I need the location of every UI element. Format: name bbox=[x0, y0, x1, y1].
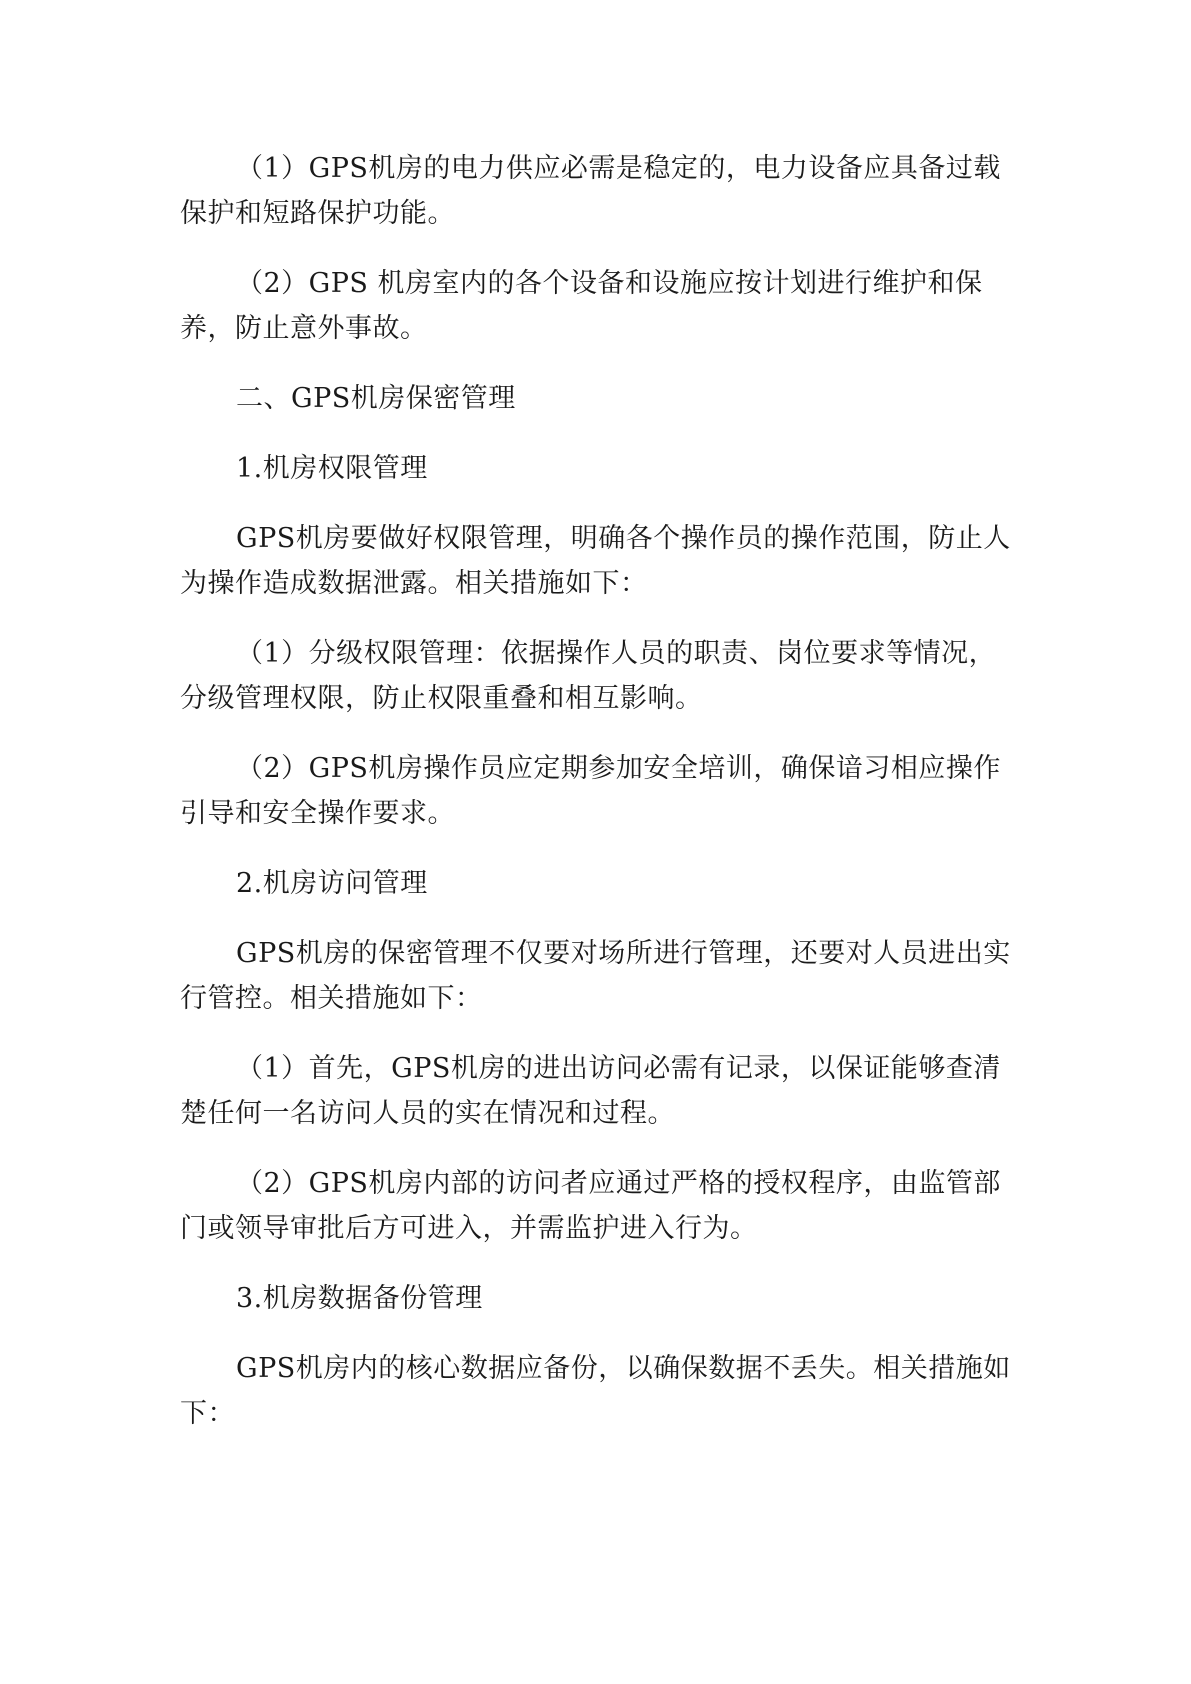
paragraph-power-supply: （1）GPS机房的电力供应必需是稳定的，电力设备应具备过载保护和短路保护功能。 bbox=[180, 153, 1001, 229]
paragraph-equipment-maintenance: （2）GPS 机房室内的各个设备和设施应按计划进行维护和保养，防止意外事故。 bbox=[180, 268, 983, 344]
section-heading-confidentiality: 二、GPS机房保密管理 bbox=[236, 383, 516, 414]
subheading-access-management: 2.机房访问管理 bbox=[236, 868, 428, 899]
subheading-permission-management: 1.机房权限管理 bbox=[236, 453, 428, 484]
paragraph-access-records: （1）首先，GPS机房的进出访问必需有记录，以保证能够查清楚任何一名访问人员的实在情况和过程。 bbox=[180, 1053, 1001, 1129]
paragraph-permission-intro: GPS机房要做好权限管理，明确各个操作员的操作范围，防止人为操作造成数据泄露。相关措施如下： bbox=[180, 523, 1011, 599]
document-body bbox=[180, 146, 1020, 1461]
paragraph-data-backup-intro: GPS机房内的核心数据应备份，以确保数据不丢失。相关措施如下： bbox=[180, 1353, 1011, 1429]
paragraph-safety-training: （2）GPS机房操作员应定期参加安全培训，确保谙习相应操作引导和安全操作要求。 bbox=[180, 753, 1001, 829]
subheading-data-backup: 3.机房数据备份管理 bbox=[236, 1283, 483, 1314]
paragraph-access-authorization: （2）GPS机房内部的访问者应通过严格的授权程序，由监管部门或领导审批后方可进入，并需监护进入行为。 bbox=[180, 1168, 1001, 1244]
paragraph-graded-permissions: （1）分级权限管理：依据操作人员的职责、岗位要求等情况，分级管理权限，防止权限重叠和相互影响。 bbox=[180, 638, 997, 714]
paragraph-access-intro: GPS机房的保密管理不仅要对场所进行管理，还要对人员进出实行管控。相关措施如下： bbox=[180, 938, 1011, 1014]
